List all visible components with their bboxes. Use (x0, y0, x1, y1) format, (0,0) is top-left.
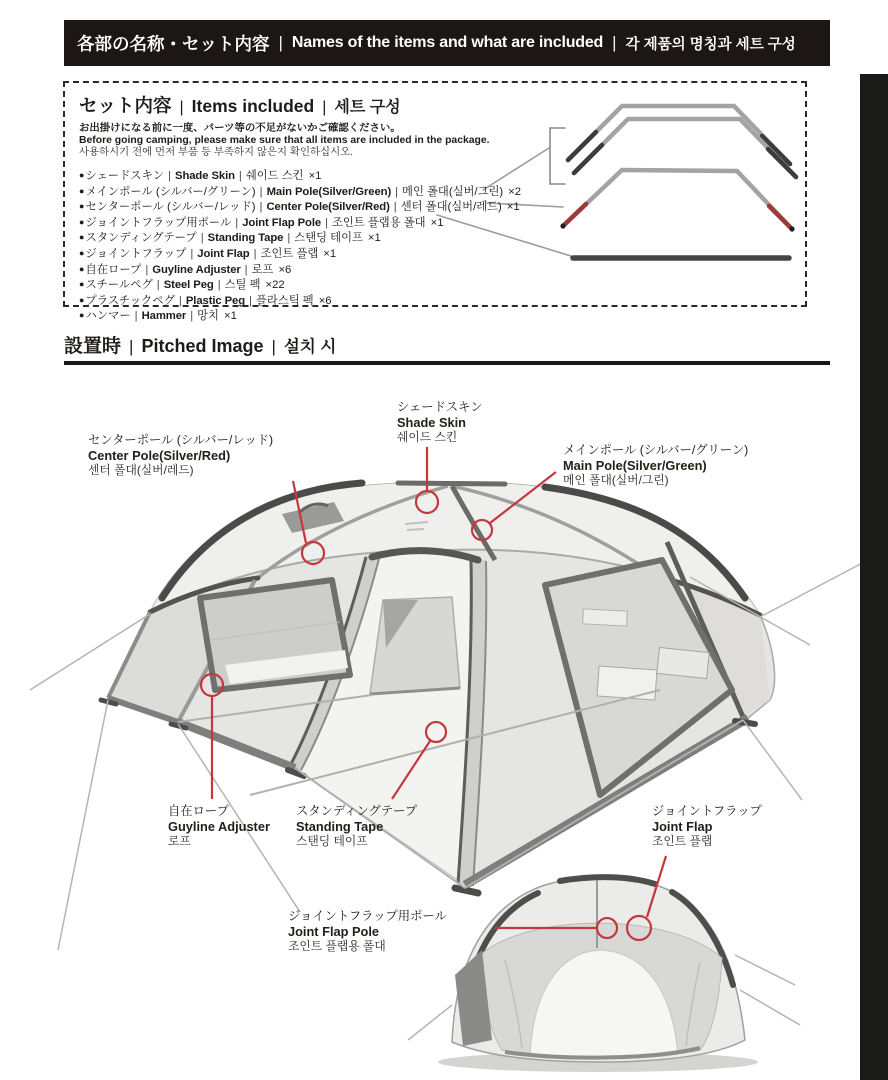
items-included-title (79, 92, 805, 118)
bullet-icon: ● (79, 247, 85, 258)
pitched-image-title (64, 331, 336, 358)
label-en: Joint Flap Pole (288, 924, 380, 939)
separator: | (179, 99, 184, 116)
page-edge-shadow (860, 74, 888, 1080)
bullet-icon: ● (79, 279, 85, 290)
joint-flap-tent-illustration (408, 877, 800, 1072)
bullet-icon: ● (79, 185, 85, 196)
label-kr: 로프 (168, 834, 191, 848)
header-title-en: Names of the items and what are included (291, 34, 604, 51)
label-shade-skin (397, 400, 483, 445)
label-kr: 스탠딩 테이프 (296, 834, 368, 848)
bullet-icon: ● (79, 232, 85, 243)
separator: | (612, 33, 617, 52)
label-en: Main Pole(Silver/Green) (563, 458, 707, 473)
label-jp: 自在ロープ (168, 804, 229, 818)
label-joint-flap (652, 804, 762, 849)
list-item: ●ハンマー | Hammer | 망치 ×1 (79, 310, 237, 323)
list-item: ●メインポール (シルバー/グリーン) | Main Pole(Silver/Green) | 메인 폴대(실버/그린) ×2 (79, 185, 522, 198)
label-kr: 조인트 플랩용 폴대 (288, 939, 386, 953)
bullet-icon: ● (79, 310, 85, 321)
items-title-kr: 세트 구성 (334, 99, 401, 116)
header-title-jp: 各部の名称・セット内容 (77, 33, 270, 54)
label-jp: メインポール (シルバー/グリーン) (563, 443, 749, 457)
items-included-box (63, 81, 807, 323)
bullet-icon: ● (79, 263, 85, 274)
separator: | (278, 33, 283, 52)
list-item: ●スチールペグ | Steel Peg | 스틸 펙 ×22 (79, 279, 285, 292)
label-en: Standing Tape (296, 819, 384, 834)
label-standing-tape (296, 804, 417, 849)
list-item: ●プラスチックペグ | Plastic Peg | 플라스틱 펙 ×6 (79, 294, 332, 307)
label-en: Shade Skin (397, 415, 466, 430)
label-kr: 센터 폴대(실버/레드) (88, 463, 194, 477)
list-item: ●ジョイントフラップ用ポール | Joint Flap Pole | 조인트 플랩용 폴대 ×1 (79, 216, 444, 229)
label-en: Joint Flap (652, 819, 713, 834)
label-jp: センターポール (シルバー/レッド) (88, 433, 274, 447)
label-jp: ジョイントフラップ用ポール (288, 909, 447, 923)
pitched-title-jp: 設置時 (64, 336, 122, 357)
label-jp: スタンディングテープ (296, 804, 418, 818)
header-title-kr: 각 제품의 명칭과 세트 구성 (625, 36, 796, 53)
separator: | (322, 99, 327, 116)
list-item: ●自在ロープ | Guyline Adjuster | 로프 ×6 (79, 263, 292, 276)
pitched-tent-illustration (30, 482, 868, 950)
items-list (79, 168, 805, 324)
list-item: ●センターポール (シルバー/レッド) | Center Pole(Silver/Red) | 센터 폴대(실버/레드) ×1 (79, 201, 520, 214)
note-jp: お出掛けになる前に一度、パーツ等の不足がないかご確認ください。 (79, 123, 401, 134)
separator: | (129, 337, 134, 356)
label-jp: シェードスキン (397, 400, 483, 414)
label-kr: 메인 폴대(실버/그린) (563, 473, 669, 487)
label-en: Guyline Adjuster (168, 819, 270, 834)
label-jp: ジョイントフラップ (652, 804, 762, 818)
bullet-icon: ● (79, 216, 85, 227)
bullet-icon: ● (79, 170, 85, 180)
bullet-icon: ● (79, 201, 85, 212)
inner-back-door (370, 597, 460, 694)
pitched-title-kr: 설치 시 (283, 338, 337, 356)
separator: | (271, 337, 276, 356)
label-kr: 쉐이드 스킨 (397, 430, 458, 444)
page-header (64, 20, 830, 66)
check-note (79, 123, 805, 159)
note-en: Before going camping, please make sure that all items are included in the package. (79, 135, 490, 146)
note-kr: 사용하시기 전에 먼저 부품 등 부족하지 않은지 확인하십시오. (79, 147, 354, 158)
label-main-pole (563, 443, 748, 488)
section-rule (64, 361, 830, 365)
label-guyline-adjuster (168, 804, 270, 849)
bullet-icon: ● (79, 294, 85, 305)
list-item: ●スタンディングテープ | Standing Tape | 스탠딩 테이프 ×1 (79, 232, 381, 245)
items-title-jp: セット内容 (79, 95, 172, 116)
list-item: ●シェードスキン | Shade Skin | 쉐이드 스킨 ×1 (79, 170, 322, 182)
pitched-title-en: Pitched Image (141, 336, 264, 356)
label-center-pole (88, 433, 273, 478)
label-en: Center Pole(Silver/Red) (88, 448, 231, 463)
items-title-en: Items included (191, 96, 315, 116)
label-kr: 조인트 플랩 (652, 834, 713, 848)
list-item: ●ジョイントフラップ | Joint Flap | 조인트 플랩 ×1 (79, 247, 337, 260)
label-joint-flap-pole (288, 909, 447, 954)
